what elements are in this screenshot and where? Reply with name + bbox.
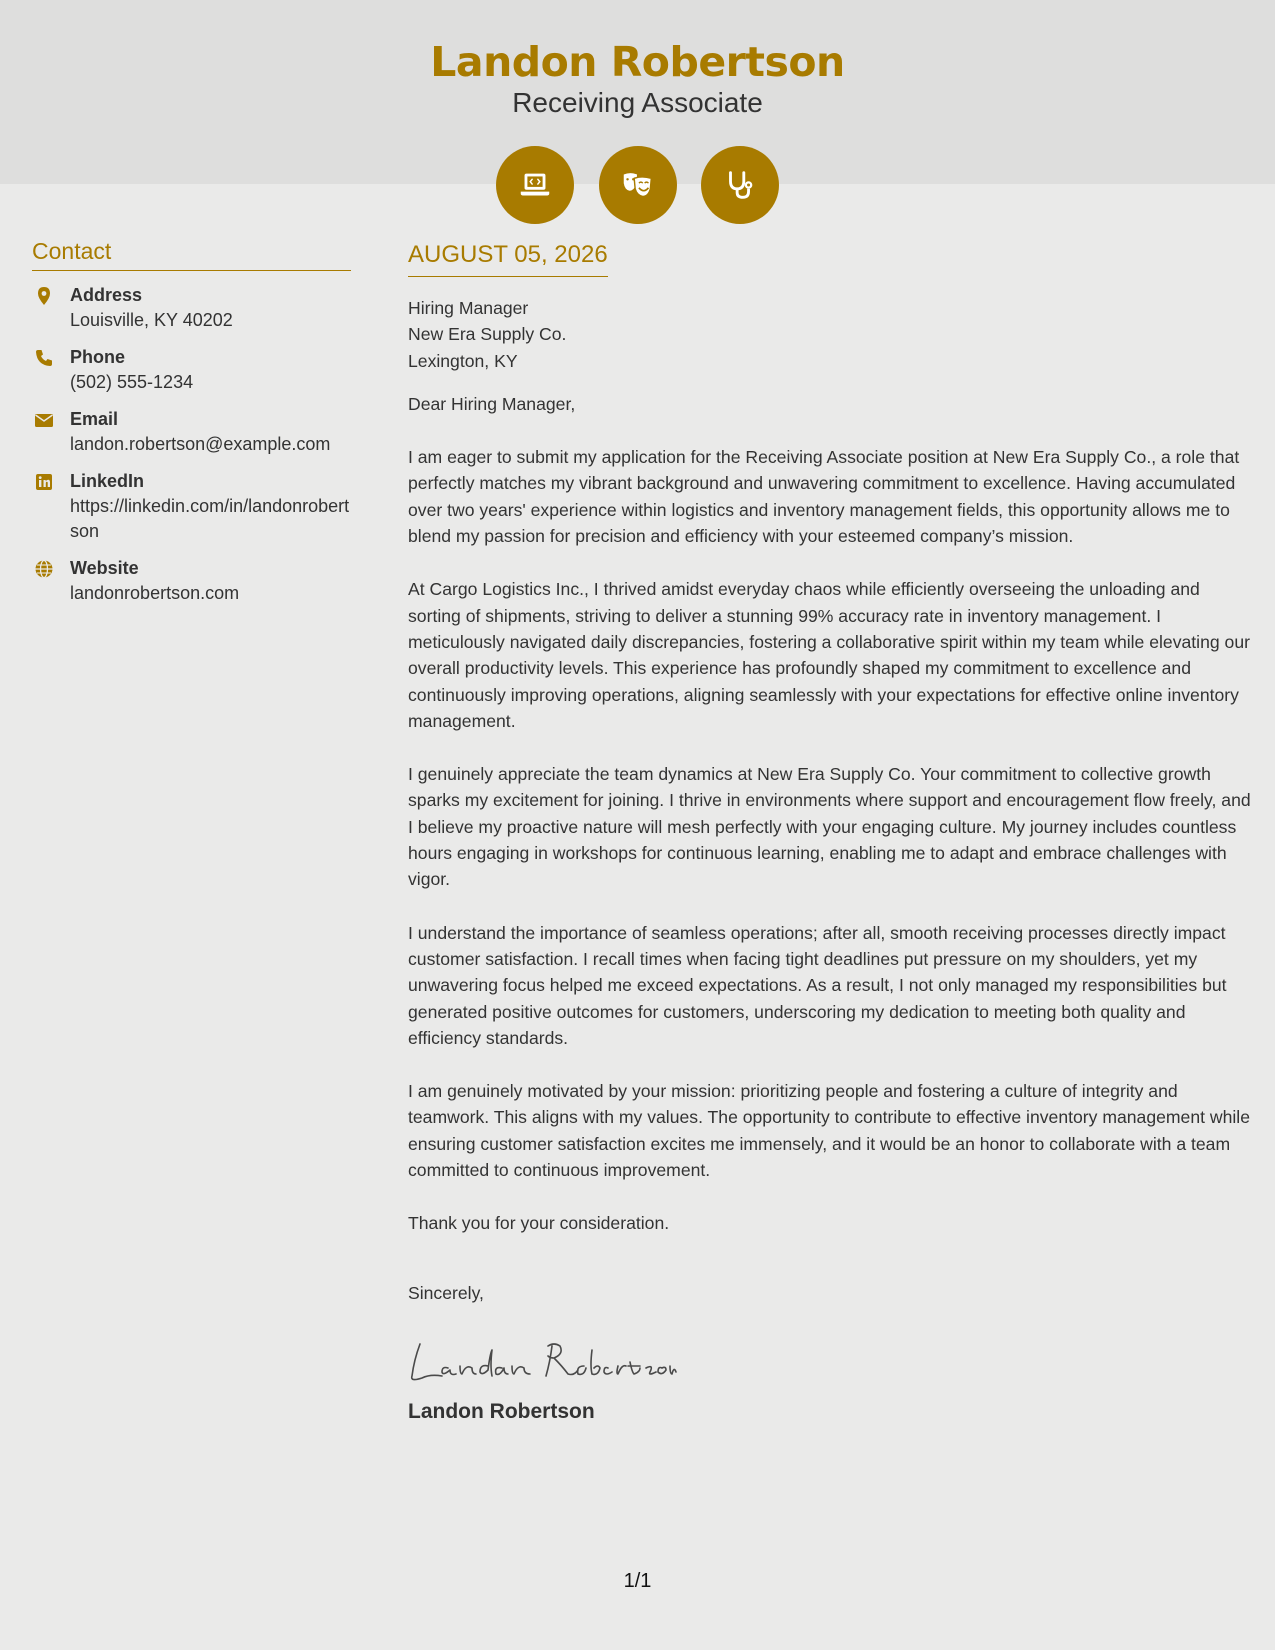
contact-value: (502) 555-1234 xyxy=(70,372,194,392)
contact-value[interactable]: landonrobertson.com xyxy=(70,583,240,603)
laptop-code-icon xyxy=(496,146,574,224)
interest-badges xyxy=(0,146,1275,224)
salutation: Dear Hiring Manager, xyxy=(408,393,576,414)
contact-list xyxy=(32,283,351,606)
body-paragraph: At Cargo Logistics Inc., I thrived amidst everyday chaos while efficiently overseeing the unloading and sorting of shipments, striving to deliver a stunning 99% accuracy rate in inventory management. I meticulously navigated daily discrepancies, fostering a collaborative spirit within my team while elevating our overall productivity levels. This experience has profoundly shaped my commitment to excellence and continuously improving operations, aligning seamlessly with your expectations for effective online inventory management. xyxy=(408,579,1250,731)
signer-name: Landon Robertson xyxy=(408,1399,595,1423)
contact-value[interactable]: landon.robertson@example.com xyxy=(70,434,331,454)
contact-item-website xyxy=(32,556,351,606)
signoff: Sincerely, xyxy=(408,1282,484,1303)
recipient-line: New Era Supply Co. xyxy=(408,324,567,345)
linkedin-icon xyxy=(34,472,54,492)
body-paragraph: I understand the importance of seamless operations; after all, smooth receiving processes directly impact customer satisfaction. I recall times when facing tight deadlines put pressure on my shoulders, yet my unwavering focus helped me exceed expectations. As a result, I not only managed my responsibilities but generated positive outcomes for customers, underscoring my dedication to meeting both quality and efficiency standards. xyxy=(408,922,1227,1048)
phone-icon xyxy=(34,348,54,368)
handwritten-signature xyxy=(408,1336,1253,1386)
body-paragraph: I am eager to submit my application for the Receiving Associate position at New Era Supply Co., a role that perfectly matches my vibrant background and unwavering commitment to excellence. Having accumulated over two years' experience within logistics and inventory management fields, this opportunity allows me to blend my passion for precision and efficiency with your esteemed company’s mission. xyxy=(408,447,1240,547)
job-title: Receiving Associate xyxy=(512,87,763,118)
theater-masks-icon xyxy=(599,146,677,224)
body-paragraph: I am genuinely motivated by your mission: prioritizing people and fostering a culture of integrity and teamwork. This aligns with my values. The opportunity to contribute to effective inventory management while ensuring customer satisfaction excites me immensely, and it would be an honor to collaborate with a team committed to continuous improvement. xyxy=(408,1081,1250,1181)
contact-item-linkedin xyxy=(32,469,351,544)
contact-label: Address xyxy=(70,285,143,305)
recipient-line: Lexington, KY xyxy=(408,350,518,371)
contact-heading: Contact xyxy=(32,236,351,271)
contact-label: Phone xyxy=(70,347,126,367)
contact-sidebar xyxy=(32,236,351,618)
contact-value[interactable]: https://linkedin.com/in/landonrobertson xyxy=(70,496,350,541)
applicant-name: Landon Robertson xyxy=(430,38,845,86)
contact-item-email xyxy=(32,407,351,457)
recipient-block xyxy=(408,295,1253,374)
recipient-line: Hiring Manager xyxy=(408,298,529,318)
letter-date: AUGUST 05, 2026 xyxy=(408,240,608,277)
stethoscope-icon xyxy=(701,146,779,224)
contact-label: LinkedIn xyxy=(70,471,145,491)
page-number: 1/1 xyxy=(623,1570,652,1592)
letter-body xyxy=(408,240,1253,1425)
contact-label: Email xyxy=(70,409,119,429)
contact-label: Website xyxy=(70,558,139,578)
contact-item-address xyxy=(32,283,351,333)
contact-item-phone xyxy=(32,345,351,395)
globe-icon xyxy=(34,559,54,579)
body-paragraph: I genuinely appreciate the team dynamics at New Era Supply Co. Your commitment to collective growth sparks my excitement for joining. I thrive in environments where support and encouragement flow freely, and I believe my proactive nature will mesh perfectly with your engaging culture. My journey includes countless hours engaging in workshops for continuous learning, enabling me to adapt and embrace challenges with vigor. xyxy=(408,764,1251,890)
map-pin-icon xyxy=(34,286,54,306)
envelope-icon xyxy=(34,410,54,430)
closing-line: Thank you for your consideration. xyxy=(408,1213,670,1234)
contact-value: Louisville, KY 40202 xyxy=(70,310,233,330)
